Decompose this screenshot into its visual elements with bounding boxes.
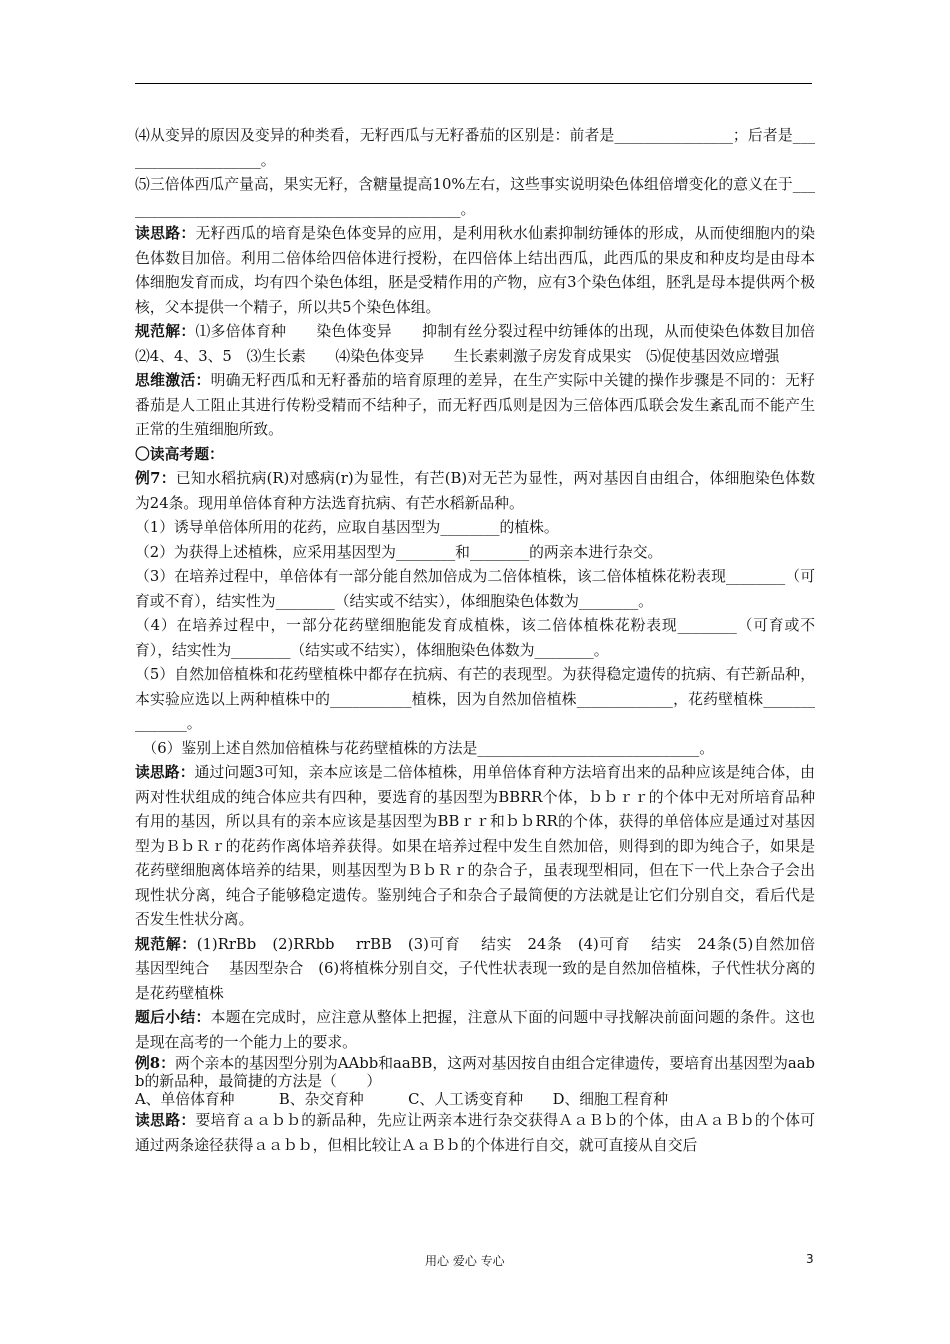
paragraph: 读思路：通过问题3可知，亲本应该是二倍体植株，用单倍体育种方法培育出来的品种应该是纯合体，由两对性状组成的纯合体应共有四种，要选育的基因型为BBRR个体，ｂｂｒｒ的个体中无对所培育品种有用的基因，所以具有的亲本应该是基因型为BBｒｒ和ｂｂRR的个体，获得的单倍体应是通过对基因型为ＢｂＲｒ的花药作离体培养获得。如果在培养过程中发生自然加倍，则得到的即为纯合子，如果是花药壁细胞离体培养的结果，则基因型为ＢｂＲｒ的杂合子，虽表现型相同，但在下一代上杂合子会出现性状分离，纯合子能够稳定遗传。鉴别纯合子和杂合子最简便的方法就是让它们分别自交，看后代是否发生性状分离。 (135, 764, 815, 928)
paragraph: （6）鉴别上述自然加倍植株与花药壁植株的方法是______________________________。 (135, 739, 715, 757)
page-content (135, 124, 845, 1158)
page-number: 3 (806, 1252, 814, 1266)
paragraph: ⑸三倍体西瓜产量高，果实无籽，含糖量提高10%左右，这些事实说明染色体组倍增变化的意义在于_______________________________________________。 (135, 176, 815, 218)
paragraph: （3）在培养过程中，单倍体有一部分能自然加倍成为二倍体植株，该二倍体植株花粉表现________（可育或不育），结实性为________（结实或不结实），体细胞染色体数为________。 (135, 568, 815, 610)
paragraph: 读思路：要培育ａａｂｂ的新品种，先应让两亲本进行杂交获得ＡａＢｂ的个体，由ＡａＢｂ的个体可通过两条途径获得ａａｂｂ，但相比较让ＡａＢｂ的个体进行自交，就可直接从自交后 (135, 1112, 815, 1154)
paragraph: ⑷从变异的原因及变异的种类看，无籽西瓜与无籽番茄的区别是：前者是________________；后者是____________________。 (135, 127, 815, 169)
section-heading: 〇读高考题： (135, 445, 224, 463)
paragraph: 思维激活：明确无籽西瓜和无籽番茄的培育原理的差异，在生产实际中关键的操作步骤是不同的：无籽番茄是人工阻止其进行传粉受精而不结种子，而无籽西瓜则是因为三倍体西瓜联会发生紊乱而不能产生正常的生殖细胞所致。 (135, 372, 815, 438)
paragraph: A、单倍体育种 B、杂交育种 C、人工诱变育种 D、细胞工程育种 (135, 1091, 669, 1108)
paragraph: 规范解：(1)RrBb (2)RRbb rrBB (3)可育 结实 24条 (4)可育 结实 24条(5)自然加倍 基因型纯合 基因型杂合 (6)将植株分别自交，子代性状表现一致的是自然加倍植株，子代性状分离的是花药壁植株 (135, 935, 835, 1002)
paragraph: 例8：两个亲本的基因型分别为AAbb和aaBB，这两对基因按自由组合定律遗传，要培育出基因型为aabb的新品种，最简捷的方法是（ ） (135, 1055, 816, 1090)
paragraph: （5）自然加倍植株和花药壁植株中都存在抗病、有芒的表现型。为获得稳定遗传的抗病、有芒新品种，本实验应选以上两种植株中的___________植株，因为自然加倍植株_____________，花药壁植株______________。 (135, 666, 815, 732)
footer-slogan: 用心 爱心 专心 (425, 1254, 505, 1268)
paragraph: （4）在培养过程中，一部分花药壁细胞能发育成植株，该二倍体植株花粉表现________（可育或不育），结实性为________（结实或不结实），体细胞染色体数为________。 (135, 617, 815, 659)
paragraph: （1）诱导单倍体所用的花药，应取自基因型为________的植株。 (135, 519, 559, 536)
paragraph: 读思路：无籽西瓜的培育是染色体变异的应用，是利用秋水仙素抑制纺锤体的形成，从而使细胞内的染色体数目加倍。利用二倍体给四倍体进行授粉，在四倍体上结出西瓜，此西瓜的果皮和种皮均是由母本体细胞发育而成，均有四个染色体组，胚是受精作用的产物，应有3个染色体组，胚乳是母本提供两个极核，父本提供一个精子，所以共5个染色体组。 (135, 225, 815, 316)
paragraph: 题后小结：本题在完成时，应注意从整体上把握，注意从下面的问题中寻找解决前面问题的条件。这也是现在高考的一个能力上的要求。 (135, 1009, 815, 1051)
paragraph: 规范解：⑴多倍体育种 染色体变异 抑制有丝分裂过程中纺锤体的出现，从而使染色体数目加倍 ⑵4、4、3、5 ⑶生长素 ⑷染色体变异 生长素刺激子房发育成果实 ⑸促使基因效应增强 (135, 323, 845, 365)
header-rule (135, 83, 812, 84)
paragraph: （2）为获得上述植株，应采用基因型为________和________的两亲本进行杂交。 (135, 543, 663, 561)
paragraph: 例7：已知水稻抗病(R)对感病(r)为显性，有芒(B)对无芒为显性，两对基因自由组合，体细胞染色体数为24条。现用单倍体育种方法选育抗病、有芒水稻新品种。 (135, 470, 815, 512)
